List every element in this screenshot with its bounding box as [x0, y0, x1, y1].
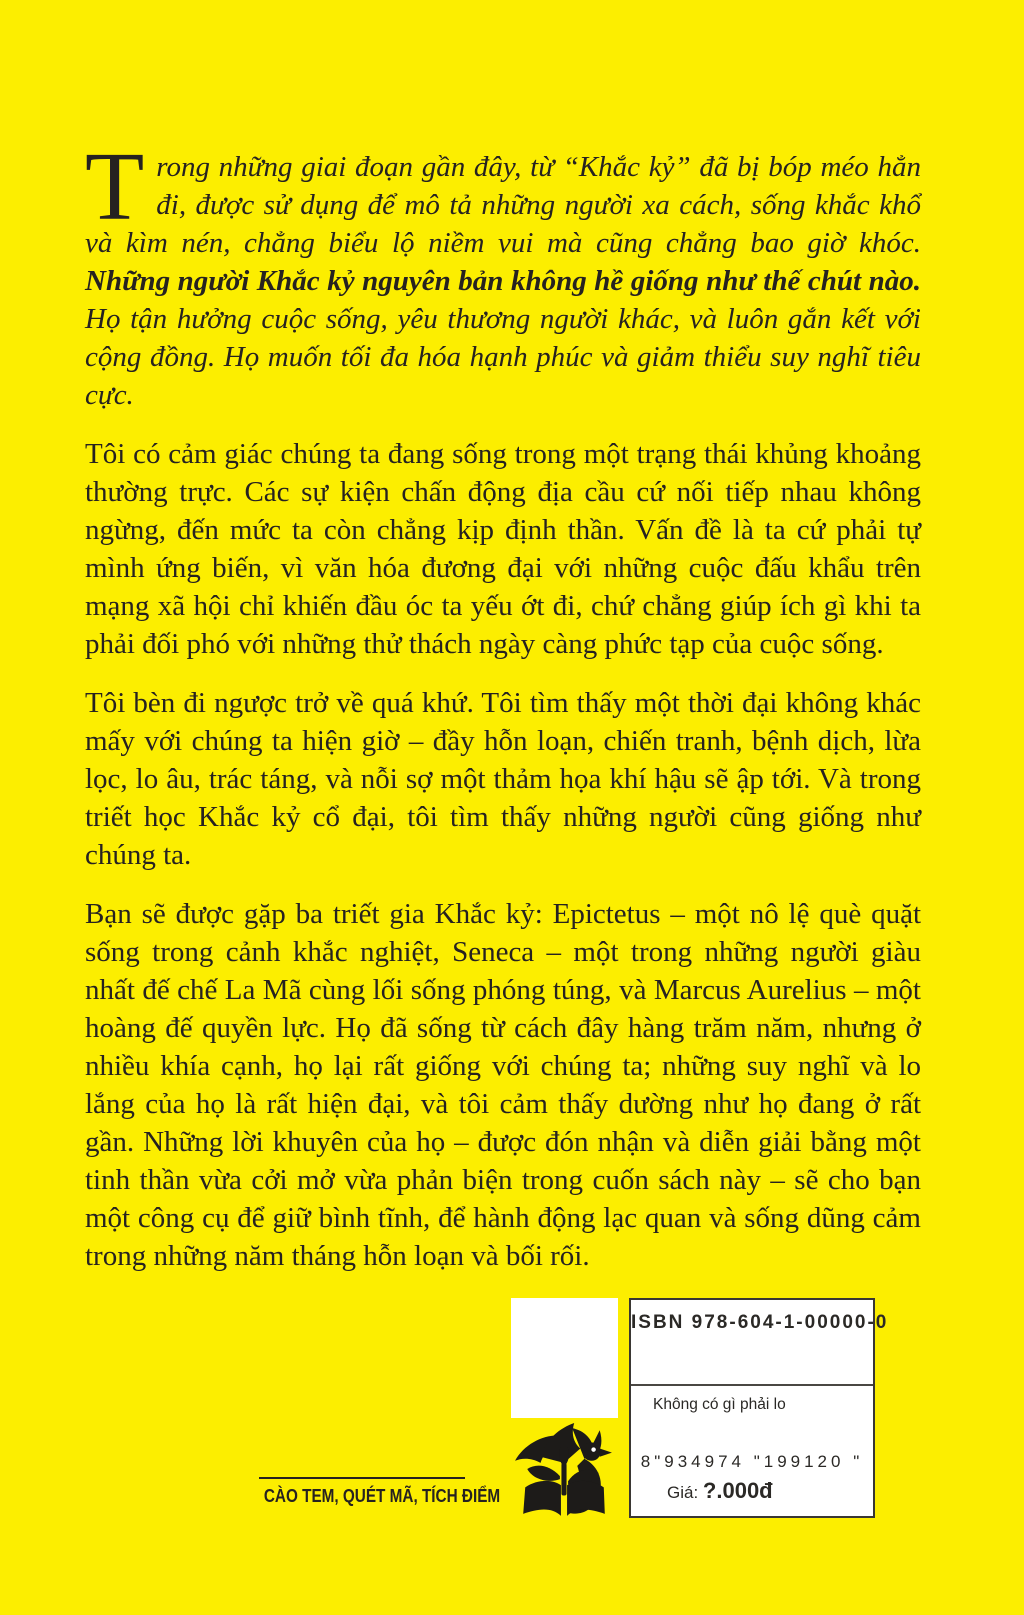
paragraph-past: Tôi bèn đi ngược trở về quá khứ. Tôi tìm thấy một thời đại không khác mấy với chúng ta hiện giờ – đầy hỗn loạn, chiến tranh, bệnh dịch, lừa lọc, lo âu, trác táng, và nỗi sợ một thảm họa khí hậu sẽ ập tới. Và trong triết học Khắc kỷ cổ đại, tôi tìm thấy những người cũng giống như chúng ta.	[85, 687, 921, 871]
intro-paragraph	[85, 133, 921, 414]
price-value: ?.000đ	[702, 1478, 773, 1503]
barcode-digits: 8"934974 "199120 "	[640, 1452, 864, 1471]
intro-bold-sentence: Những người Khắc kỷ nguyên bản không hề giống như thế chút nào.	[85, 265, 921, 297]
divider-line	[259, 1477, 465, 1479]
paragraph-philosophers: Bạn sẽ được gặp ba triết gia Khắc kỷ: Epictetus – một nô lệ què quặt sống trong cảnh khắc nghiệt, Seneca – một trong những người giàu nhất đế chế La Mã cùng lối sống phóng túng, và Marcus Aurelius – một hoàng đế quyền lực. Họ đã sống từ cách đây hàng trăm năm, nhưng ở nhiều khía cạnh, họ lại rất giống với chúng ta; những suy nghĩ và lo lắng của họ là rất hiện đại, và tôi cảm thấy dường như họ đang ở rất gần. Những lời khuyên của họ – được đón nhận và diễn giải bằng một tinh thần vừa cởi mở vừa phản biện trong cuốn sách này – sẽ cho bạn một công cụ để giữ bình tĩnh, để hành động lạc quan và sống dũng cảm trong những năm tháng hỗn loạn và bối rối.	[85, 898, 921, 1272]
price-label: Giá:	[667, 1483, 699, 1502]
blank-sticker-placeholder	[511, 1298, 618, 1418]
paragraph-crisis: Tôi có cảm giác chúng ta đang sống trong một trạng thái khủng khoảng thường trực. Các sự kiện chấn động địa cầu cứ nối tiếp nhau không ngừng, đến mức ta còn chẳng kịp định thần. Vấn đề là ta cứ phải tự mình ứng biến, vì văn hóa đương đại với những cuộc đấu khẩu trên mạng xã hội chỉ khiến đầu óc ta yếu ớt đi, chứ chẳng giúp ích gì khi ta phải đối phó với những thử thách ngày càng phức tạp của cuộc sống.	[85, 438, 921, 660]
drop-cap: T	[85, 133, 145, 240]
dove-eye	[591, 1447, 595, 1451]
isbn-label: ISBN 978-604-1-00000-0	[631, 1312, 889, 1333]
price-line	[667, 1478, 773, 1504]
dove-book-leaf-logo-icon	[512, 1420, 616, 1522]
loyalty-note	[243, 1477, 501, 1507]
book-title-small: Không có gì phải lo	[653, 1396, 786, 1413]
back-cover-blurb	[85, 133, 921, 1296]
isbn-section	[631, 1300, 889, 1386]
intro-tail: Họ tận hưởng cuộc sống, yêu thương người khác, và luôn gắn kết với cộng đồng. Họ muốn tối đa hóa hạnh phúc và giảm thiểu suy nghĩ tiêu cực.	[85, 303, 921, 411]
loyalty-note-text: CÀO TEM, QUÉT MÃ, TÍCH ĐIỂM	[263, 1486, 501, 1506]
intro-lead: rong những giai đoạn gần đây, từ “Khắc kỷ” đã bị bóp méo hẳn đi, được sử dụng để mô tả những người xa cách, sống khắc khổ và kìm nén, chẳng biểu lộ niềm vui mà cũng chẳng bao giờ khóc.	[85, 151, 921, 259]
barcode-section	[631, 1386, 873, 1516]
isbn-barcode-box	[629, 1298, 889, 1518]
